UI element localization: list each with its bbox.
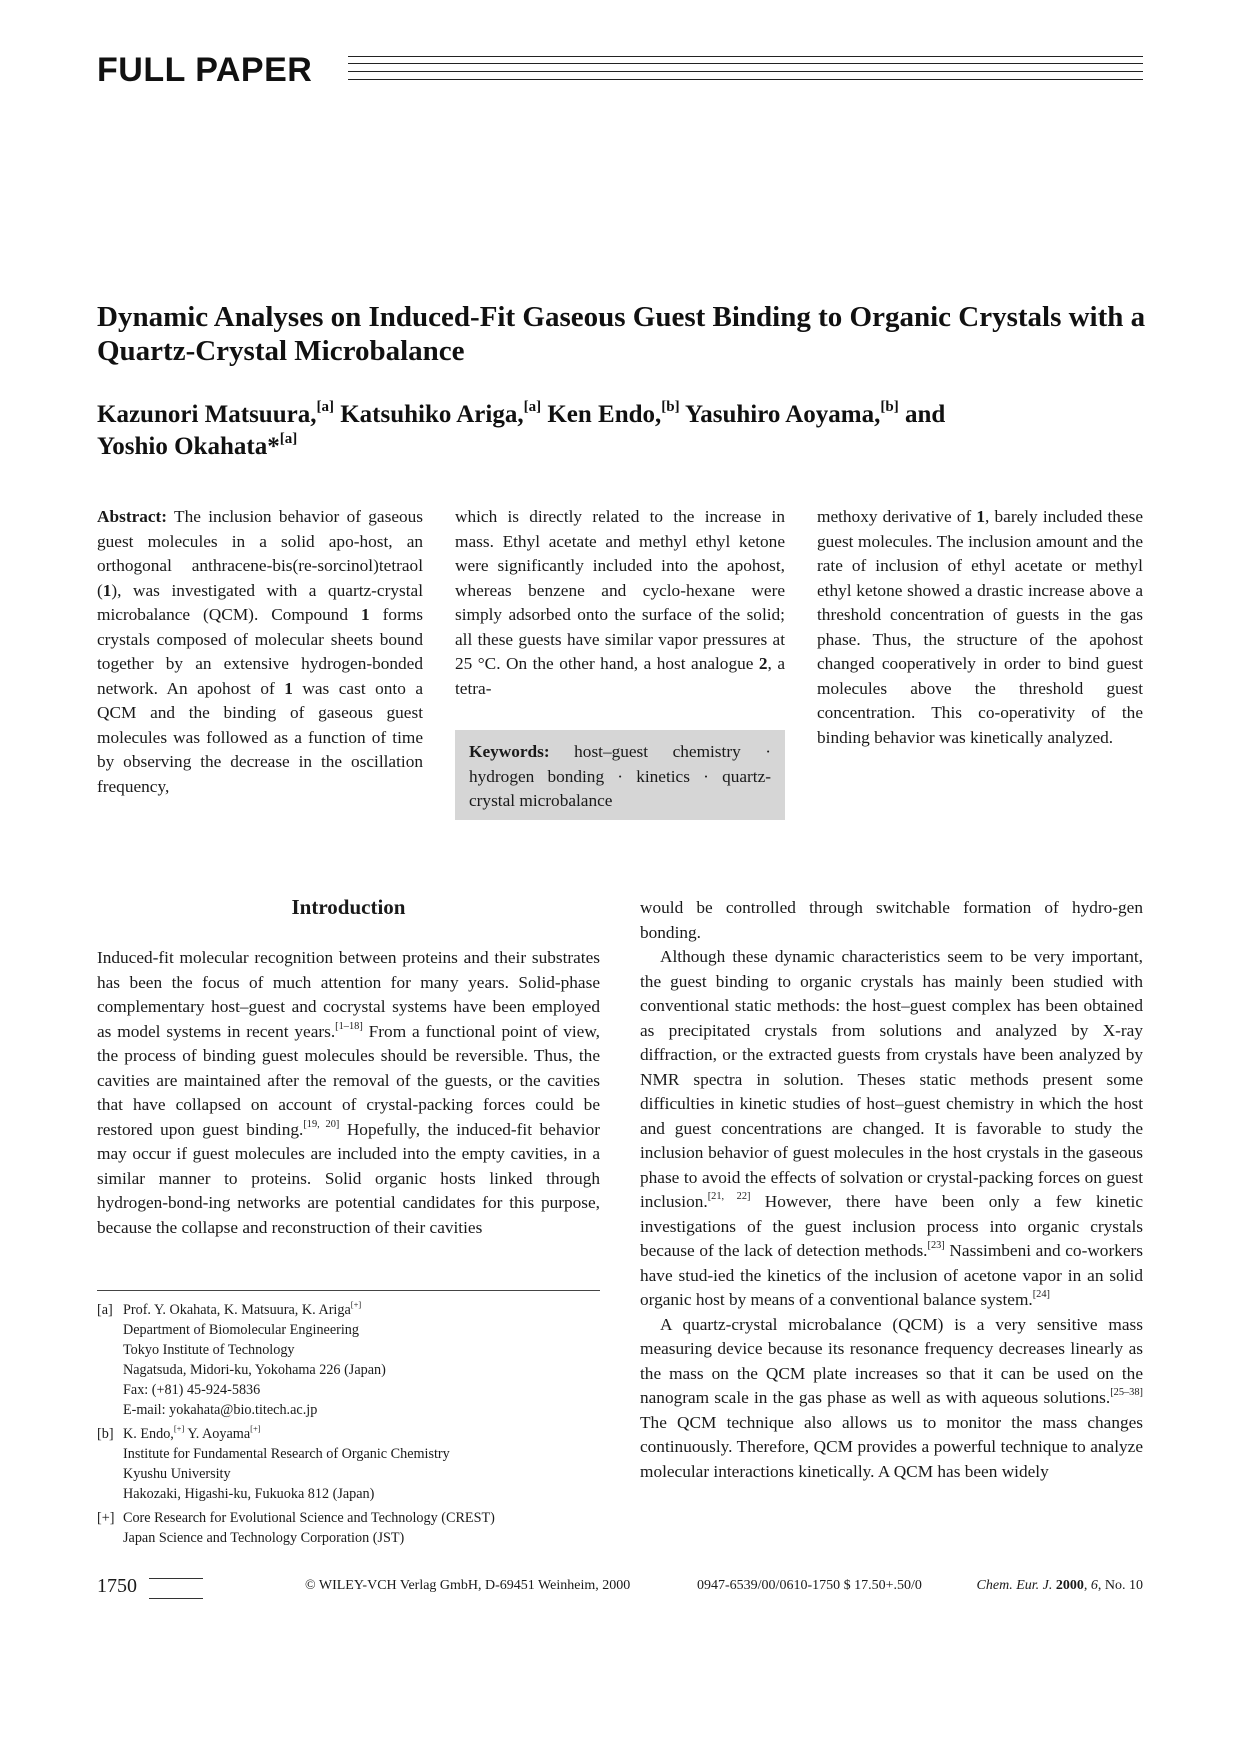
keywords-box xyxy=(455,730,785,820)
footer-rule xyxy=(149,1598,203,1599)
abstract-column-2 xyxy=(455,505,785,701)
author-list xyxy=(97,399,1157,463)
footnote-line: Hakozaki, Higashi-ku, Fukuoka 812 (Japan) xyxy=(123,1486,375,1502)
footnote-line: Department of Biomolecular Engineering xyxy=(123,1322,359,1338)
introduction-left-column xyxy=(97,946,600,1240)
footnote-line: Core Research for Evolutional Science and Technology (CREST) xyxy=(123,1510,495,1526)
journal-citation: Chem. Eur. J. 2000, 6, No. 10 xyxy=(976,1578,1143,1593)
footnote xyxy=(97,1424,600,1504)
article-title: Dynamic Analyses on Induced-Fit Gaseous Guest Binding to Organic Crystals with a Quartz-Crystal Microbalance xyxy=(97,301,1146,367)
page-footer xyxy=(97,1576,1143,1606)
footnote-marker: [b] xyxy=(97,1426,114,1442)
footnote-line: Nagatsuda, Midori-ku, Yokohama 226 (Japan) xyxy=(123,1362,386,1378)
keyword: hydrogen bonding xyxy=(469,766,605,786)
author: Yasuhiro Aoyama,[b] xyxy=(684,398,899,428)
keyword-separator: · xyxy=(604,766,637,786)
abstract-text: The inclusion behavior of gaseous guest molecules in a solid apo-host, an orthogonal anthracene-bis(re-sorcinol)tetraol (1), was investigated with a quartz-crystal microbalance (QCM). Compound 1 forms crystals composed of molecular sheets bound together by an extensive hydrogen-bonded network. An apohost of 1 was cast onto a QCM and the binding of gaseous guest molecules was followed as a function of time by observing the decrease in the oscillation frequency, xyxy=(97,507,423,796)
footnote-marker: [+] xyxy=(97,1510,115,1526)
issn-price: 0947-6539/00/0610-1750 $ 17.50+.50/0 xyxy=(697,1578,922,1593)
footnote-marker: [a] xyxy=(97,1302,113,1318)
keyword-separator: · xyxy=(689,766,723,786)
footer-rule xyxy=(149,1578,203,1579)
introduction-right-column xyxy=(640,896,1143,1484)
abstract-text: which is directly related to the increase in mass. Ethyl acetate and methyl ethyl ketone were significantly included into the apohost, whereas benzene and cyclo-hexane were simply adsorbed onto the surface of the solid; all these guests have similar vapor pressures at 25 °C. On the other hand, a host analogue 2, a tetra- xyxy=(455,507,786,698)
body-paragraph: A quartz-crystal microbalance (QCM) is a very sensitive mass measuring device because its resonance frequency decreases linearly as the mass on the QCM plate increases so that it can be used on the nanogram scale in the gas phase as well as with aqueous solutions.[25–38] The QCM technique also allows us to monitor the mass changes continuously. Therefore, QCM provides a powerful technique to analyze molecular interactions kinetically. A QCM has been widely xyxy=(640,1314,1143,1481)
author: Katsuhiko Ariga,[a] xyxy=(340,398,542,428)
header-rule xyxy=(348,79,1143,80)
page-number: 1750 xyxy=(97,1575,137,1597)
footnote-line: K. Endo,[+] Y. Aoyama[+] xyxy=(123,1423,261,1442)
abstract-column-1 xyxy=(97,505,423,799)
header-rule xyxy=(348,56,1143,57)
abstract-label: Abstract: xyxy=(97,507,168,526)
footnote-line: Japan Science and Technology Corporation (JST) xyxy=(123,1530,405,1546)
affiliation-footnotes xyxy=(97,1300,600,1550)
journal-name: Chem. Eur. J. xyxy=(976,1578,1053,1593)
running-header-label: FULL PAPER xyxy=(97,51,313,89)
section-heading: Introduction xyxy=(291,895,406,919)
body-paragraph: would be controlled through switchable formation of hydro-gen bonding. xyxy=(640,898,1143,942)
body-paragraph: Although these dynamic characteristics seem to be very important, the guest binding to organic crystals has mainly been studied with conventional static methods: the host–guest complex has been obtained as precipitated crystals from solutions and analyzed by X-ray diffraction, or the extracted guests from crystals have been analyzed by NMR spectra in solution. Theses static methods present some difficulties in kinetic studies of host–guest chemistry in which the host and guest concentrations are changed. It is favorable to study the inclusion behavior of guest molecules in the host crystals in the gaseous phase to avoid the effects of solvation or crystal-packing forces on guest inclusion.[21, 22] However, there have been only a few kinetic investigations of the guest inclusion process into organic crystals because of the lack of detection methods.[23] Nassimbeni and co-workers have stud-ied the kinetics of the inclusion of acetone vapor in an solid organic host by means of a conventional balance system.[24] xyxy=(640,947,1143,1309)
abstract-text: methoxy derivative of 1, barely included these guest molecules. The inclusion amount and the rate of inclusion of ethyl acetate or methyl ethyl ketone showed a drastic increase above a threshold concentration of guests in the gas phase. Thus, the structure of the apohost changed cooperatively in order to bind guest molecules above the threshold guest concentration. This co-operativity of the binding behavior was kinetically analyzed. xyxy=(817,507,1143,747)
keyword: quartz-crystal microbalance xyxy=(469,766,772,810)
copyright-notice: © WILEY-VCH Verlag GmbH, D-69451 Weinheim, 2000 xyxy=(305,1578,631,1593)
keywords-label: Keywords: xyxy=(469,742,550,761)
journal-volume: 6 xyxy=(1090,1578,1098,1593)
journal-year: 2000 xyxy=(1055,1578,1084,1593)
footnote xyxy=(97,1508,600,1548)
author: Kazunori Matsuura,[a] xyxy=(97,398,334,428)
journal-issue: No. 10 xyxy=(1104,1578,1143,1593)
author: Yoshio Okahata*[a] xyxy=(97,430,298,460)
footnote xyxy=(97,1300,600,1420)
header-rule xyxy=(348,63,1143,64)
footnote-line: Institute for Fundamental Research of Organic Chemistry xyxy=(123,1446,450,1462)
author-conjunction: and xyxy=(904,401,946,428)
footnote-rule xyxy=(97,1290,600,1291)
abstract-column-3 xyxy=(817,505,1143,750)
keyword-separator: · xyxy=(740,742,771,761)
footnote-line: Prof. Y. Okahata, K. Matsuura, K. Ariga[+] xyxy=(123,1299,362,1318)
body-paragraph: Induced-fit molecular recognition between proteins and their substrates has been the focus of much attention for many years. Solid-phase complementary host–guest and cocrystal systems have been employed as model systems in recent years.[1–18] From a functional point of view, the process of binding guest molecules should be reversible. Thus, the cavities are maintained after the removal of the guests, or the cavities that have collapsed on account of crystal-packing forces could be restored upon guest binding.[19, 20] Hopefully, the induced-fit behavior may occur if guest molecules are included into the empty cavities, in a similar manner to proteins. Solid organic hosts linked through hydrogen-bond-ing networks are potential candidates for this purpose, because the collapse and reconstruction of their cavities xyxy=(97,948,600,1237)
footnote-line: E-mail: yokahata@bio.titech.ac.jp xyxy=(123,1402,318,1418)
keyword: kinetics xyxy=(636,766,690,786)
keyword: host–guest chemistry xyxy=(574,742,741,761)
footnote-line: Tokyo Institute of Technology xyxy=(123,1342,295,1358)
footnote-line: Fax: (+81) 45-924-5836 xyxy=(123,1382,261,1398)
header-rule xyxy=(348,71,1143,72)
author: Ken Endo,[b] xyxy=(547,398,680,428)
footnote-line: Kyushu University xyxy=(123,1466,231,1482)
